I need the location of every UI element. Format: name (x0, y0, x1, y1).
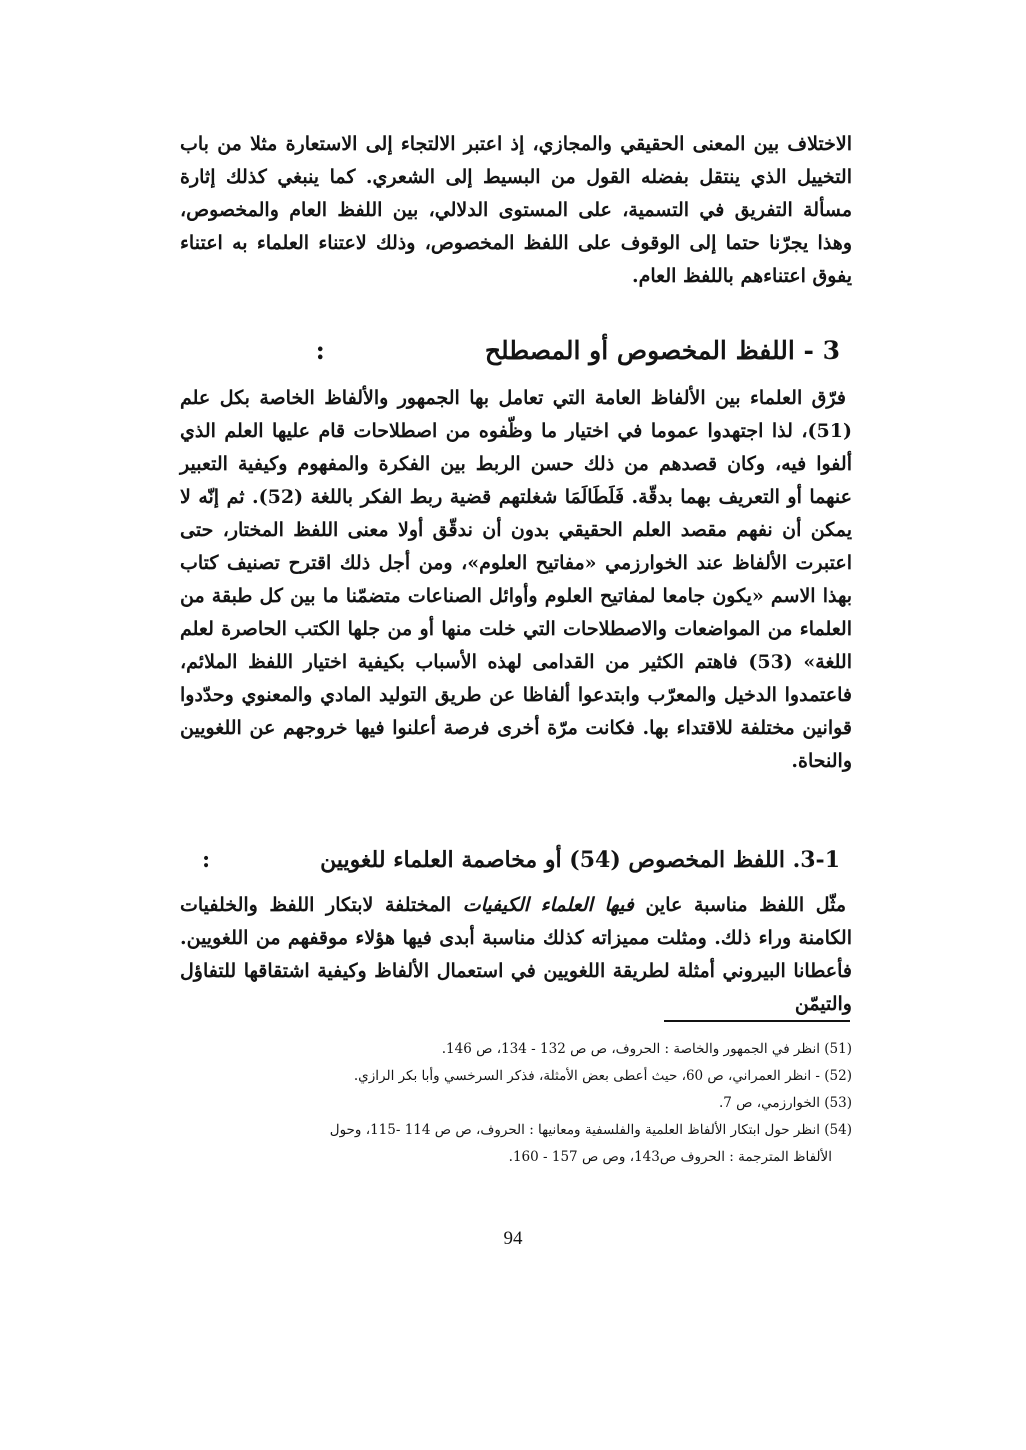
section-heading-3-title: 3 - اللفظ المخصوص أو المصطلح (484, 336, 840, 365)
paragraph-3-after-italic: المختلفة لابتكار اللفظ والخلفيات الكامنة وراء ذلك. ومثلت مميزاته كذلك مناسبة أبدى فيها هؤلاء موقفهم من اللغويين. فأعطانا البيروني أمثلة لطريقة اللغويين في استعمال الألفاظ وكيفية اشتقاقها للتفاؤل والتيمّن (180, 894, 852, 1015)
footnote-54: (54) انظر حول ابتكار الألفاظ العلمية والفلسفية ومعانيها : الحروف، ص ص 114 -115، وحول (329, 1122, 852, 1138)
footnote-54-continuation: الألفاظ المترجمة : الحروف ص143، وص ص 157 - 160. (508, 1149, 832, 1165)
paragraph-1-text: الاختلاف بين المعنى الحقيقي والمجازي، إذ اعتبر الالتجاء إلى الاستعارة مثلا من باب التخييل الذي ينتقل بفضله القول من البسيط إلى الشعري. كما ينبغي كذلك إثارة مسألة التفريق في التسمية، على المستوى الدلالي، بين اللفظ العام والمخصوص، وهذا يجرّنا حتما إلى الوقوف على اللفظ المخصوص، وذلك لاعتناء العلماء به اعتناء يفوق اعتناءهم باللفظ العام. (180, 133, 852, 287)
paragraph-3-text (180, 889, 852, 1021)
paragraph-3-before-italic: مثّل اللفظ مناسبة عاين (633, 894, 847, 916)
section-heading-3-1-title: 3-1. اللفظ المخصوص (54) أو مخاصمة العلماء للغويين (320, 847, 840, 873)
section-heading-3-1 (180, 847, 840, 873)
page-number: 94 (503, 1228, 523, 1249)
paragraph-terminology (180, 382, 852, 778)
paragraph-3-italic-phrase: فيها العلماء الكيفيات (462, 894, 634, 916)
footnote-51: (51) انظر في الجمهور والخاصة : الحروف، ص ص 132 - 134، ص 146. (441, 1041, 852, 1057)
section-heading-3-1-colon: : (201, 847, 211, 873)
section-heading-3 (180, 336, 840, 365)
footnotes (180, 1036, 852, 1171)
footnote-divider (664, 1020, 850, 1022)
paragraph-2-text: فرّق العلماء بين الألفاظ العامة التي تعامل بها الجمهور والألفاظ الخاصة بكل علم (51)، لذا اجتهدوا عموما في اختيار ما وظّفوه من اصطلاحات قام عليها العلم الذي ألفوا فيه، وكان قصدهم من ذلك حسن الربط بين الفكرة والمفهوم وكيفية التعبير عنهما أو التعريف بهما بدقّة. فَلَطَالَمَا شغلتهم قضية ربط الفكر باللغة (52). ثم إنّه لا يمكن أن نفهم مقصد العلم الحقيقي بدون أن ندقّق أولا معنى اللفظ المختار، حتى اعتبرت الألفاظ عند الخوارزمي «مفاتيح العلوم»، ومن أجل ذلك اقترح تصنيف كتاب بهذا الاسم «يكون جامعا لمفاتيح العلوم وأوائل الصناعات متضمّنا ما بين كل طبقة من العلماء من المواضعات والاصطلاحات التي خلت منها أو من جلها الكتب الحاصرة لعلم اللغة» (53) فاهتم الكثير من القدامى لهذه الأسباب بكيفية اختيار اللفظ الملائم، فاعتمدوا الدخيل والمعرّب وابتدعوا ألفاظا عن طريق التوليد المادي والمعنوي وحدّدوا قوانين مختلفة للاقتداء بها. فكانت مرّة أخرى فرصة أعلنوا فيها خروجهم عن اللغويين والنحاة. (180, 387, 852, 772)
footnote-52: (52) - انظر العمراني، ص 60، حيث أعطى بعض الأمثلة، فذكر السرخسي وأبا بكر الرازي. (353, 1068, 852, 1084)
section-heading-3-colon: : (315, 336, 325, 365)
paragraph-intro (180, 128, 852, 293)
paragraph-biruni (180, 889, 852, 1021)
footnote-53: (53) الخوارزمي، ص 7. (718, 1095, 852, 1111)
